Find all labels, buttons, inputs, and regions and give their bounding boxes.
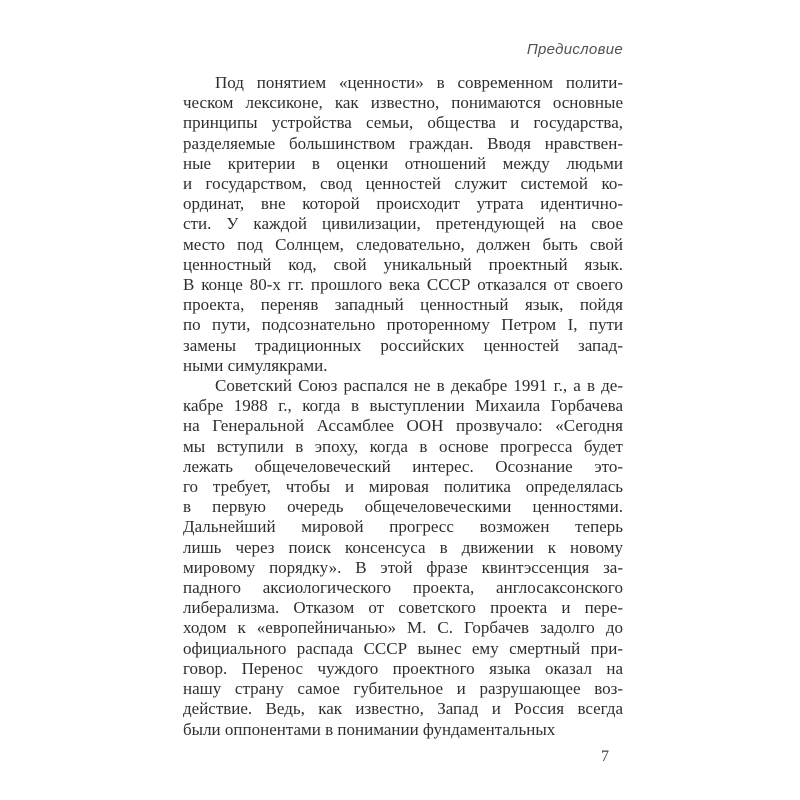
text-line: проекта, переняв западный ценностный язык, пойдя [183,295,623,315]
paragraph [183,73,623,376]
text-line: официального распада СССР вынес ему смертный при- [183,638,623,658]
running-header: Предисловие [526,41,623,58]
page-number: 7 [601,748,609,765]
text-line: Дальнейший мировой прогресс возможен теперь [183,517,623,537]
text-line: нашу страну самое губительное и разрушающее воз- [183,679,623,699]
text-line: на Генеральной Ассамблее ООН прозвучало: «Сегодня [183,416,623,436]
text-line: ценностный код, свой уникальный проектный язык. [183,254,623,274]
text-line: Под понятием «ценности» в современном полити- [215,73,623,92]
text-line: падного аксиологического проекта, англосаксонского [183,578,623,598]
text-line: принципы устройства семьи, общества и государства, [183,113,623,133]
text-line: по пути, подсознательно проторенному Петром I, пути [183,315,623,335]
text-line: место под Солнцем, следовательно, должен быть свой [183,234,623,254]
text-line: ные критерии в оценки отношений между людьми [183,153,623,173]
text-line: разделяемые большинством граждан. Вводя нравствен- [183,133,623,153]
paragraph [183,376,623,740]
text-line: кабре 1988 г., когда в выступлении Михаила Горбачева [183,396,623,416]
text-line: и государством, свод ценностей служит системой ко- [183,174,623,194]
text-line: в первую очередь общечеловеческими ценностями. [183,497,623,517]
text-line: мы вступили в эпоху, когда в основе прогресса будет [183,436,623,456]
body-text [183,73,623,740]
text-line: ординат, вне которой происходит утрата идентично- [183,194,623,214]
text-line: сти. У каждой цивилизации, претендующей на свое [183,214,623,234]
text-line: ными симулякрами. [183,355,328,375]
text-line: В конце 80-х гг. прошлого века СССР отказался от своего [183,275,623,295]
text-line: были оппонентами в понимании фундаментальных [183,719,556,739]
text-line: говор. Перенос чуждого проектного языка оказал на [183,658,623,678]
text-line: замены традиционных российских ценностей запад- [183,335,623,355]
text-line: ходом к «европейничанью» М. С. Горбачев задолго до [183,618,623,638]
text-line: действие. Ведь, как известно, Запад и Россия всегда [183,699,623,719]
text-line: либерализма. Отказом от советского проекта и пере- [183,598,623,618]
text-line: мировому порядку». В этой фразе квинтэссенция за- [183,557,623,577]
text-line: ческом лексиконе, как известно, понимаются основные [183,93,623,113]
text-line: лишь через поиск консенсуса в движении к новому [183,537,623,557]
text-line: го требует, чтобы и мировая политика определялась [183,477,623,497]
text-line: Советский Союз распался не в декабре 1991 г., а в де- [215,376,623,396]
text-line: лежать общечеловеческий интерес. Осознание это- [183,456,623,476]
